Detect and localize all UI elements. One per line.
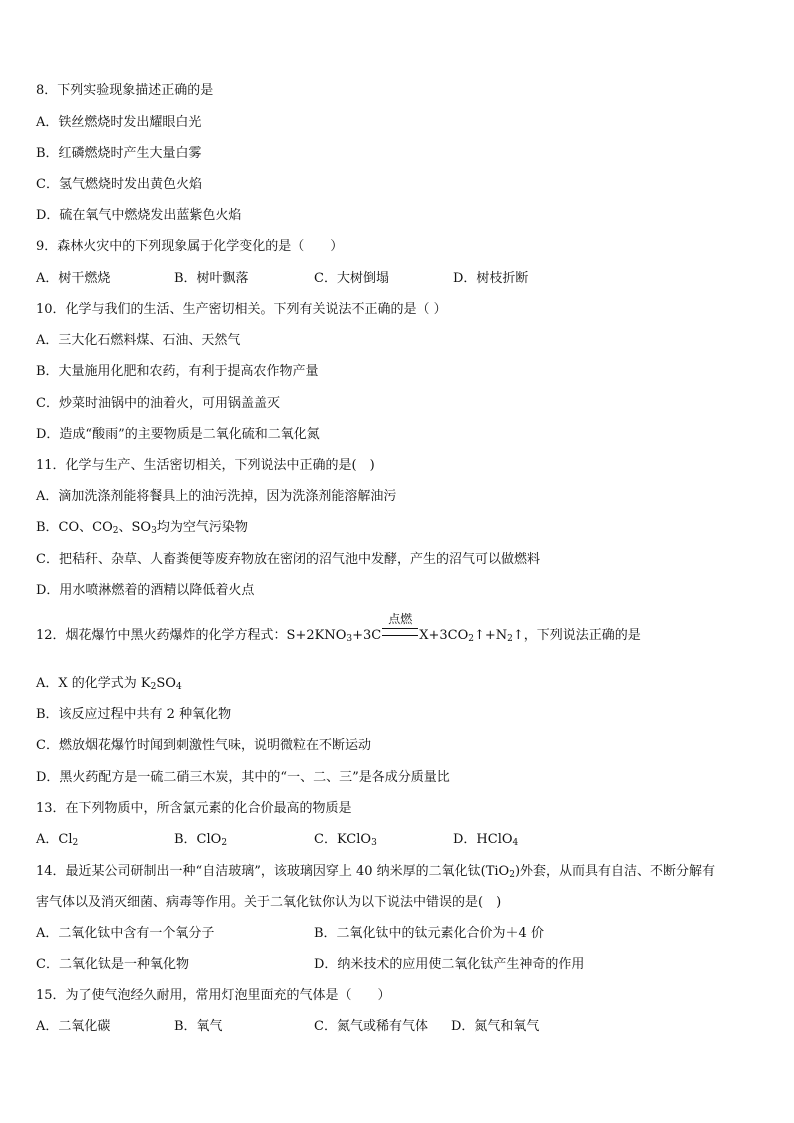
q14-stem-text-1: 14．最近某公司研制出一种“自洁玻璃”，该玻璃因穿上 40 纳米厚的二氧化钛(TiO <box>36 864 510 879</box>
question-9-stem: 9．森林火灾中的下列现象属于化学变化的是（ ） <box>36 239 344 254</box>
question-15-option-b: B．氧气 <box>174 1019 223 1034</box>
equals-bars <box>382 628 418 636</box>
q12-a-text-2: SO <box>156 676 176 691</box>
q14-stem-sub: 2 <box>509 870 515 880</box>
q12-stem-text-4: ↑+N <box>473 628 508 643</box>
q13-d-text: D．HClO <box>453 832 513 847</box>
question-15-options <box>36 1017 774 1037</box>
q12-sub-no3: 3 <box>346 634 353 644</box>
question-14-option-d: D．纳米技术的应用使二氧化钛产生神奇的作用 <box>314 957 585 972</box>
question-8-option-a: A．铁丝燃烧时发出耀眼白光 <box>36 115 202 130</box>
question-9-options <box>36 269 774 289</box>
q12-stem-text-2: +3C <box>352 628 382 643</box>
question-14-option-b: B．二氧化钛中的钛元素化合价为＋4 价 <box>314 926 544 941</box>
question-14-stem-line-2: 害气体以及消灭细菌、病毒等作用。关于二氧化钛你认为以下说法中错误的是( ) <box>36 895 502 910</box>
q12-a-sub-2: 4 <box>175 682 182 692</box>
q12-stem-text-5: ↑，下列说法正确的是 <box>512 628 641 643</box>
q13-a-sub: 2 <box>72 838 79 848</box>
question-11-option-a: A．滴加洗涤剂能将餐具上的油污洗掉，因为洗涤剂能溶解油污 <box>36 489 397 504</box>
question-15-option-a: A．二氧化碳 <box>36 1019 111 1034</box>
q11-b-text-1: B．CO、CO <box>36 520 113 535</box>
q12-a-text-1: A．X 的化学式为 K <box>36 676 151 691</box>
question-13-option-a <box>36 830 78 850</box>
question-14-stem-line-1 <box>36 862 774 882</box>
question-10-option-c: C．炒菜时油锅中的油着火，可用锅盖盖灭 <box>36 396 280 411</box>
question-8-option-d: D．硫在氧气中燃烧发出蓝紫色火焰 <box>36 208 242 223</box>
question-12-option-c: C．燃放烟花爆竹时闻到刺激性气味，说明微粒在不断运动 <box>36 738 371 753</box>
q12-stem-text-3: X+3CO <box>419 628 469 643</box>
question-8-option-c: C．氢气燃烧时发出黄色火焰 <box>36 177 202 192</box>
question-8-stem: 8．下列实验现象描述正确的是 <box>36 83 214 98</box>
question-9-option-b: B．树叶飘落 <box>174 271 249 286</box>
question-13-options <box>36 830 774 850</box>
q13-c-sub: 3 <box>371 838 377 848</box>
question-13-stem: 13．在下列物质中，所含氯元素的化合价最高的物质是 <box>36 801 352 816</box>
question-14-option-c: C．二氧化钛是一种氧化物 <box>36 957 189 972</box>
q12-sub-n2: 2 <box>507 634 513 644</box>
question-12-option-a <box>36 674 774 694</box>
question-12-stem <box>36 612 774 646</box>
question-11-option-d: D．用水喷淋燃着的酒精以降低着火点 <box>36 583 255 598</box>
question-13-option-d <box>453 830 518 850</box>
question-12-option-b: B．该反应过程中共有 2 种氧化物 <box>36 707 232 722</box>
question-13-option-b <box>174 830 227 850</box>
q13-d-sub: 4 <box>512 838 519 848</box>
q14-stem-text-2: )外套，从而具有自洁、不断分解有 <box>514 864 716 879</box>
q13-b-sub: 2 <box>221 838 228 848</box>
question-10-option-d: D．造成“酸雨”的主要物质是二氧化硫和二氧化氮 <box>36 427 320 442</box>
q12-stem-text-1: 12．烟花爆竹中黑火药爆炸的化学方程式：S+2KNO <box>36 628 347 643</box>
q13-c-text: C．KClO <box>314 832 372 847</box>
reaction-arrow <box>382 612 418 646</box>
question-15-option-d: D．氮气和氧气 <box>451 1019 540 1034</box>
question-15-stem: 15．为了使气泡经久耐用，常用灯泡里面充的气体是（ ） <box>36 988 391 1003</box>
question-8-option-b: B．红磷燃烧时产生大量白雾 <box>36 146 202 161</box>
q11-b-text-2: 、SO <box>118 520 152 535</box>
q11-b-sub-1: 2 <box>112 526 119 536</box>
question-9-option-d: D．树枝折断 <box>453 271 529 286</box>
question-9-option-c: C．大树倒塌 <box>314 271 389 286</box>
question-9-option-a: A．树干燃烧 <box>36 271 111 286</box>
question-13-option-c <box>314 830 377 850</box>
q12-a-sub-1: 2 <box>150 682 157 692</box>
question-14-options-row-1 <box>36 924 774 944</box>
question-14-options-row-2 <box>36 955 774 975</box>
q11-b-text-3: 均为空气污染物 <box>156 520 248 535</box>
question-11-option-c: C．把秸秆、杂草、人畜粪便等废弃物放在密闭的沼气池中发酵，产生的沼气可以做燃料 <box>36 552 540 567</box>
question-10-option-a: A．三大化石燃料煤、石油、天然气 <box>36 333 241 348</box>
question-10-option-b: B．大量施用化肥和农药，有利于提高农作物产量 <box>36 364 319 379</box>
question-11-stem: 11．化学与生产、生活密切相关，下列说法中正确的是( ) <box>36 458 375 473</box>
q13-b-text: B．ClO <box>174 832 222 847</box>
reaction-condition: 点燃 <box>388 612 413 626</box>
question-15-option-c: C．氮气或稀有气体 <box>314 1019 428 1034</box>
q11-b-sub-2: 3 <box>151 526 157 536</box>
question-10-stem: 10．化学与我们的生活、生产密切相关。下列有关说法不正确的是（ ） <box>36 302 447 317</box>
question-14-option-a: A．二氧化钛中含有一个氧分子 <box>36 926 215 941</box>
question-11-option-b <box>36 518 774 538</box>
q13-a-text: A．Cl <box>36 832 73 847</box>
question-12-option-d: D．黑火药配方是一硫二硝三木炭，其中的“一、二、三”是各成分质量比 <box>36 770 450 785</box>
q12-sub-co2: 2 <box>468 634 474 644</box>
